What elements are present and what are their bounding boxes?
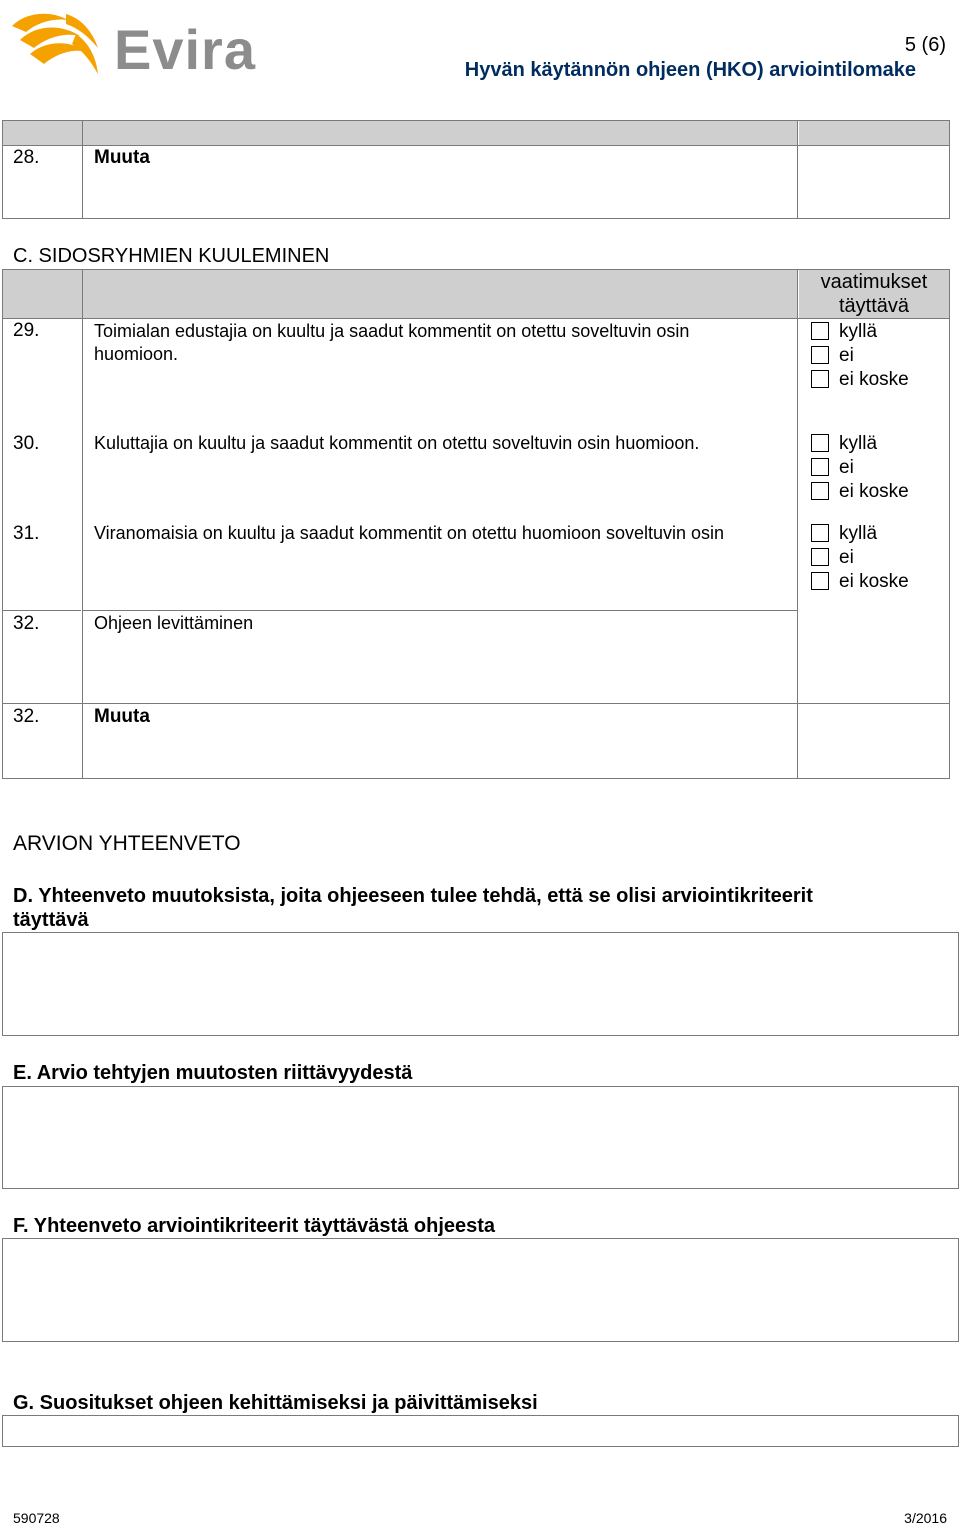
option-label: ei xyxy=(839,457,854,478)
checkbox-29-ei-koske[interactable] xyxy=(811,370,829,388)
section-e-title: E. Arvio tehtyjen muutosten riittävyydestä xyxy=(13,1062,413,1084)
row-number: 31. xyxy=(13,523,40,544)
section-d-title-line2: täyttävä xyxy=(13,909,89,931)
option-label: kyllä xyxy=(839,523,878,544)
option-label: ei xyxy=(839,345,854,366)
option-label: ei koske xyxy=(839,571,909,592)
checkbox-29-ei[interactable] xyxy=(811,346,829,364)
checkbox-31-ei[interactable] xyxy=(811,548,829,566)
option-label: ei koske xyxy=(839,369,909,390)
option-label: ei koske xyxy=(839,481,909,502)
row-text: Viranomaisia on kuultu ja saadut kommentit on otettu huomioon soveltuvin osin xyxy=(94,523,725,543)
checkbox-31-ei-koske[interactable] xyxy=(811,572,829,590)
logo-wordmark: Evira xyxy=(114,18,256,81)
section-c-title: C. SIDOSRYHMIEN KUULEMINEN xyxy=(13,245,330,267)
section-g-title: G. Suositukset ohjeen kehittämiseksi ja päivittämiseksi xyxy=(13,1392,538,1414)
option-label: kyllä xyxy=(839,433,878,454)
section-g-textbox[interactable] xyxy=(2,1415,959,1447)
logo-swoosh-icon xyxy=(6,4,116,84)
req-header-line2: täyttävä xyxy=(838,295,910,317)
row-text-line1: Toimialan edustajia on kuultu ja saadut kommentit on otettu soveltuvin osin xyxy=(94,321,690,341)
footer-date: 3/2016 xyxy=(904,1510,947,1526)
evira-logo xyxy=(6,4,256,84)
summary-title: ARVION YHTEENVETO xyxy=(13,832,241,855)
row-number: 32. xyxy=(13,706,40,727)
option-label: kyllä xyxy=(839,321,878,342)
row-text: Kuluttajia on kuultu ja saadut kommentit on otettu soveltuvin osin huomioon. xyxy=(94,433,700,453)
row-number: 32. xyxy=(13,613,40,634)
section-d-textbox[interactable] xyxy=(2,932,959,1036)
row-text-line2: huomioon. xyxy=(94,344,179,364)
section-d-title-line1: D. Yhteenveto muutoksista, joita ohjeeseen tulee tehdä, että se olisi arviointikriteerit xyxy=(13,885,813,907)
section-f-title: F. Yhteenveto arviointikriteerit täyttävästä ohjeesta xyxy=(13,1215,496,1237)
row-label: Muuta xyxy=(94,706,150,727)
row-text: Ohjeen levittäminen xyxy=(94,613,254,633)
section-e-textbox[interactable] xyxy=(2,1086,959,1189)
row-number: 30. xyxy=(13,433,40,454)
req-header-line1: vaatimukset xyxy=(820,271,928,293)
document-title: Hyvän käytännön ohjeen (HKO) arviointilomake xyxy=(464,59,916,81)
checkbox-29-kylla[interactable] xyxy=(811,322,829,340)
row-label: Muuta xyxy=(94,147,150,168)
checkbox-30-kylla[interactable] xyxy=(811,434,829,452)
row-number: 28. xyxy=(13,147,40,168)
row-number: 29. xyxy=(13,320,40,341)
footer-code: 590728 xyxy=(13,1510,60,1526)
page-number: 5 (6) xyxy=(904,34,946,56)
checkbox-30-ei[interactable] xyxy=(811,458,829,476)
option-label: ei xyxy=(839,547,854,568)
checkbox-30-ei-koske[interactable] xyxy=(811,482,829,500)
checkbox-31-kylla[interactable] xyxy=(811,524,829,542)
section-f-textbox[interactable] xyxy=(2,1238,959,1342)
